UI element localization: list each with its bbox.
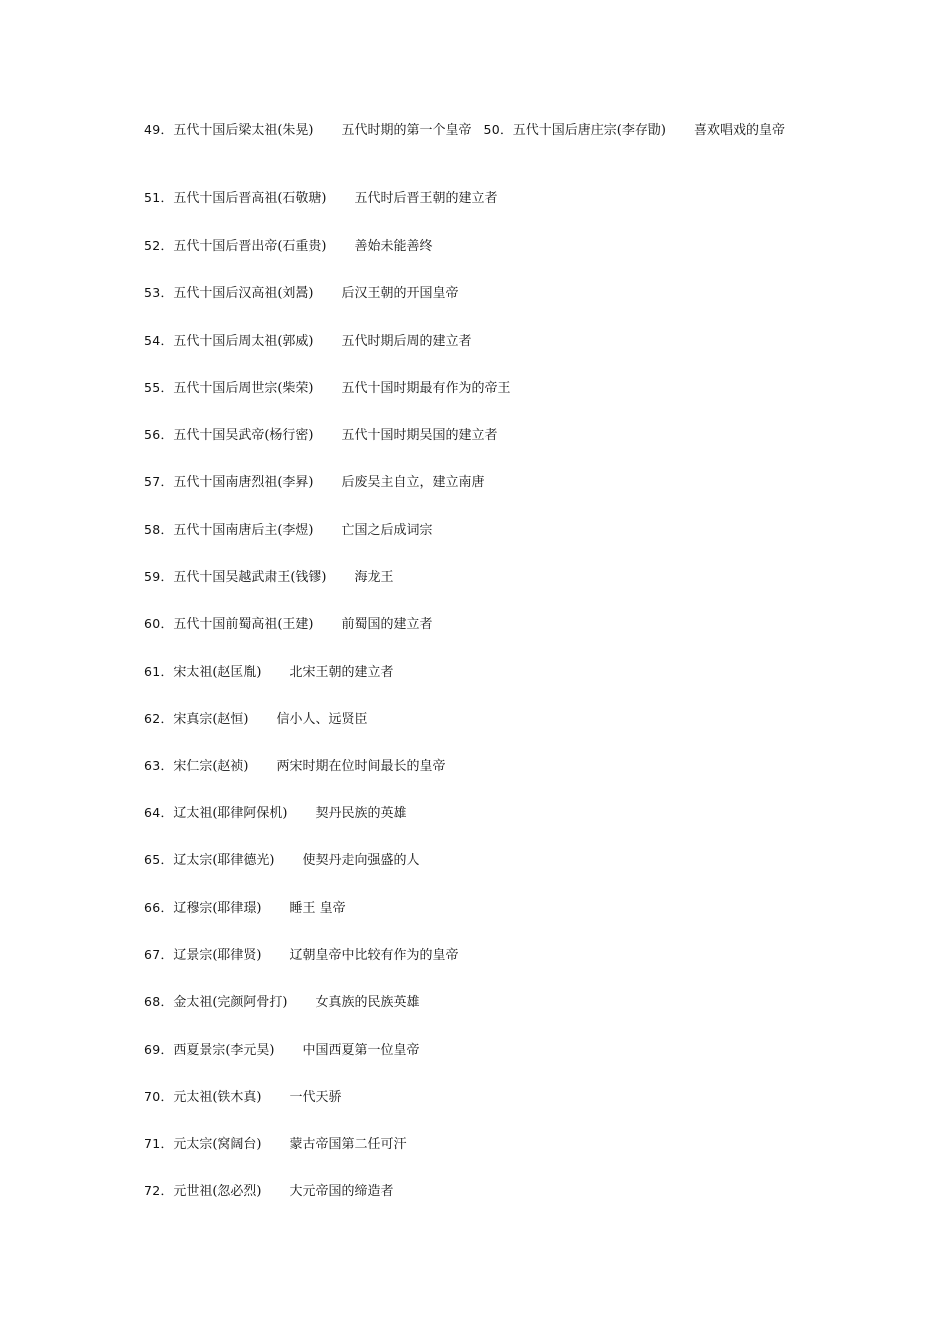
emperor-description: 后汉王朝的开国皇帝	[341, 286, 459, 301]
emperor-description: 女真族的民族英雄	[315, 995, 420, 1010]
emperor-description: 一代天骄	[289, 1090, 342, 1105]
entry-number: 58．	[144, 522, 174, 537]
list-item	[144, 991, 824, 1013]
entry-number: 63．	[144, 758, 174, 773]
list-item	[144, 661, 824, 683]
entry-number: 67．	[144, 947, 174, 962]
entry-number: 53．	[144, 285, 174, 300]
list-item	[144, 1180, 824, 1202]
entry-number: 55．	[144, 380, 174, 395]
emperor-title: 五代十国南唐后主(李煜)	[173, 523, 314, 538]
list-item	[144, 330, 824, 352]
emperor-description: 蒙古帝国第二任可汗	[289, 1137, 407, 1152]
emperor-description: 睡王 皇帝	[289, 901, 346, 916]
entry-number: 52．	[144, 238, 174, 253]
list-item	[144, 471, 824, 493]
emperor-title: 元世祖(忽必烈)	[173, 1184, 262, 1199]
list-item	[144, 424, 824, 446]
emperor-title: 辽景宗(耶律贤)	[173, 948, 262, 963]
emperor-description: 契丹民族的英雄	[315, 806, 407, 821]
emperor-title: 宋仁宗(赵祯)	[173, 759, 249, 774]
list-item	[144, 519, 824, 541]
list-item	[144, 708, 824, 730]
emperor-description: 亡国之后成词宗	[341, 523, 433, 538]
emperor-title: 五代十国后汉高祖(刘暠)	[173, 286, 314, 301]
list-item	[144, 282, 824, 304]
emperor-title: 五代十国后周太祖(郭威)	[173, 334, 314, 349]
entry-number: 51．	[144, 190, 174, 205]
emperor-description: 五代时期后周的建立者	[341, 334, 472, 349]
emperor-description: 五代时后晋王朝的建立者	[354, 191, 498, 206]
emperor-title: 元太宗(窝阔台)	[173, 1137, 262, 1152]
entry-number: 54．	[144, 333, 174, 348]
entry-number: 72．	[144, 1183, 174, 1198]
list-item	[144, 1133, 824, 1155]
emperor-title: 辽穆宗(耶律璟)	[173, 901, 262, 916]
emperor-description: 善始未能善终	[354, 239, 433, 254]
entry-number: 49．	[144, 122, 174, 137]
list-item	[144, 755, 824, 777]
emperor-title: 辽太祖(耶律阿保机)	[173, 806, 288, 821]
emperor-title: 五代十国后晋出帝(石重贵)	[173, 239, 327, 254]
emperor-title: 五代十国后周世宗(柴荣)	[173, 381, 314, 396]
entry-number: 62．	[144, 711, 174, 726]
entry-49-50-paragraph	[144, 116, 824, 145]
list-item	[144, 377, 824, 399]
emperor-description: 信小人、远贤臣	[276, 712, 368, 727]
emperor-description: 前蜀国的建立者	[341, 617, 433, 632]
list-item	[144, 187, 824, 209]
entry-number: 69．	[144, 1042, 174, 1057]
emperor-description: 使契丹走向强盛的人	[302, 853, 420, 868]
emperor-title: 西夏景宗(李元昊)	[173, 1043, 275, 1058]
emperor-title: 五代十国吴武帝(杨行密)	[173, 428, 314, 443]
emperor-title: 宋真宗(赵恒)	[173, 712, 249, 727]
emperor-title: 五代十国后梁太祖(朱晃)	[173, 123, 314, 138]
emperor-title: 辽太宗(耶律德光)	[173, 853, 275, 868]
emperor-description: 五代时期的第一个皇帝	[341, 123, 472, 138]
emperor-title: 五代十国前蜀高祖(王建)	[173, 617, 314, 632]
list-item	[144, 566, 824, 588]
emperor-title: 五代十国后晋高祖(石敬瑭)	[173, 191, 327, 206]
list-item	[144, 1086, 824, 1108]
emperor-description: 北宋王朝的建立者	[289, 665, 394, 680]
list-item	[144, 802, 824, 824]
emperor-description: 五代十国时期吴国的建立者	[341, 428, 498, 443]
emperor-description: 两宋时期在位时间最长的皇帝	[276, 759, 446, 774]
list-item	[144, 897, 824, 919]
entry-number: 57．	[144, 474, 174, 489]
entry-number: 50．	[483, 122, 513, 137]
emperor-title: 金太祖(完颜阿骨打)	[173, 995, 288, 1010]
emperor-description: 五代十国时期最有作为的帝王	[341, 381, 511, 396]
emperor-description: 辽朝皇帝中比较有作为的皇帝	[289, 948, 459, 963]
entry-number: 59．	[144, 569, 174, 584]
list-item	[144, 235, 824, 257]
list-item	[144, 944, 824, 966]
emperor-title: 元太祖(铁木真)	[173, 1090, 262, 1105]
entry-number: 56．	[144, 427, 174, 442]
list-item	[144, 1039, 824, 1061]
emperor-description: 喜欢唱戏的皇帝	[693, 123, 785, 138]
entry-number: 60．	[144, 616, 174, 631]
list-item	[144, 849, 824, 871]
emperor-description: 后废吴主自立，建立南唐	[341, 475, 485, 490]
emperor-title: 五代十国南唐烈祖(李昪)	[173, 475, 314, 490]
entry-number: 68．	[144, 994, 174, 1009]
emperor-description: 大元帝国的缔造者	[289, 1184, 394, 1199]
entry-number: 66．	[144, 900, 174, 915]
emperor-title: 五代十国后唐庄宗(李存勖)	[512, 123, 666, 138]
emperor-description: 中国西夏第一位皇帝	[302, 1043, 420, 1058]
emperor-title: 宋太祖(赵匡胤)	[173, 665, 262, 680]
list-item	[144, 613, 824, 635]
emperor-description: 海龙王	[354, 570, 394, 585]
entry-number: 70．	[144, 1089, 174, 1104]
emperor-title: 五代十国吴越武肃王(钱镠)	[173, 570, 327, 585]
entry-number: 65．	[144, 852, 174, 867]
entry-number: 64．	[144, 805, 174, 820]
entry-number: 61．	[144, 664, 174, 679]
entry-number: 71．	[144, 1136, 174, 1151]
